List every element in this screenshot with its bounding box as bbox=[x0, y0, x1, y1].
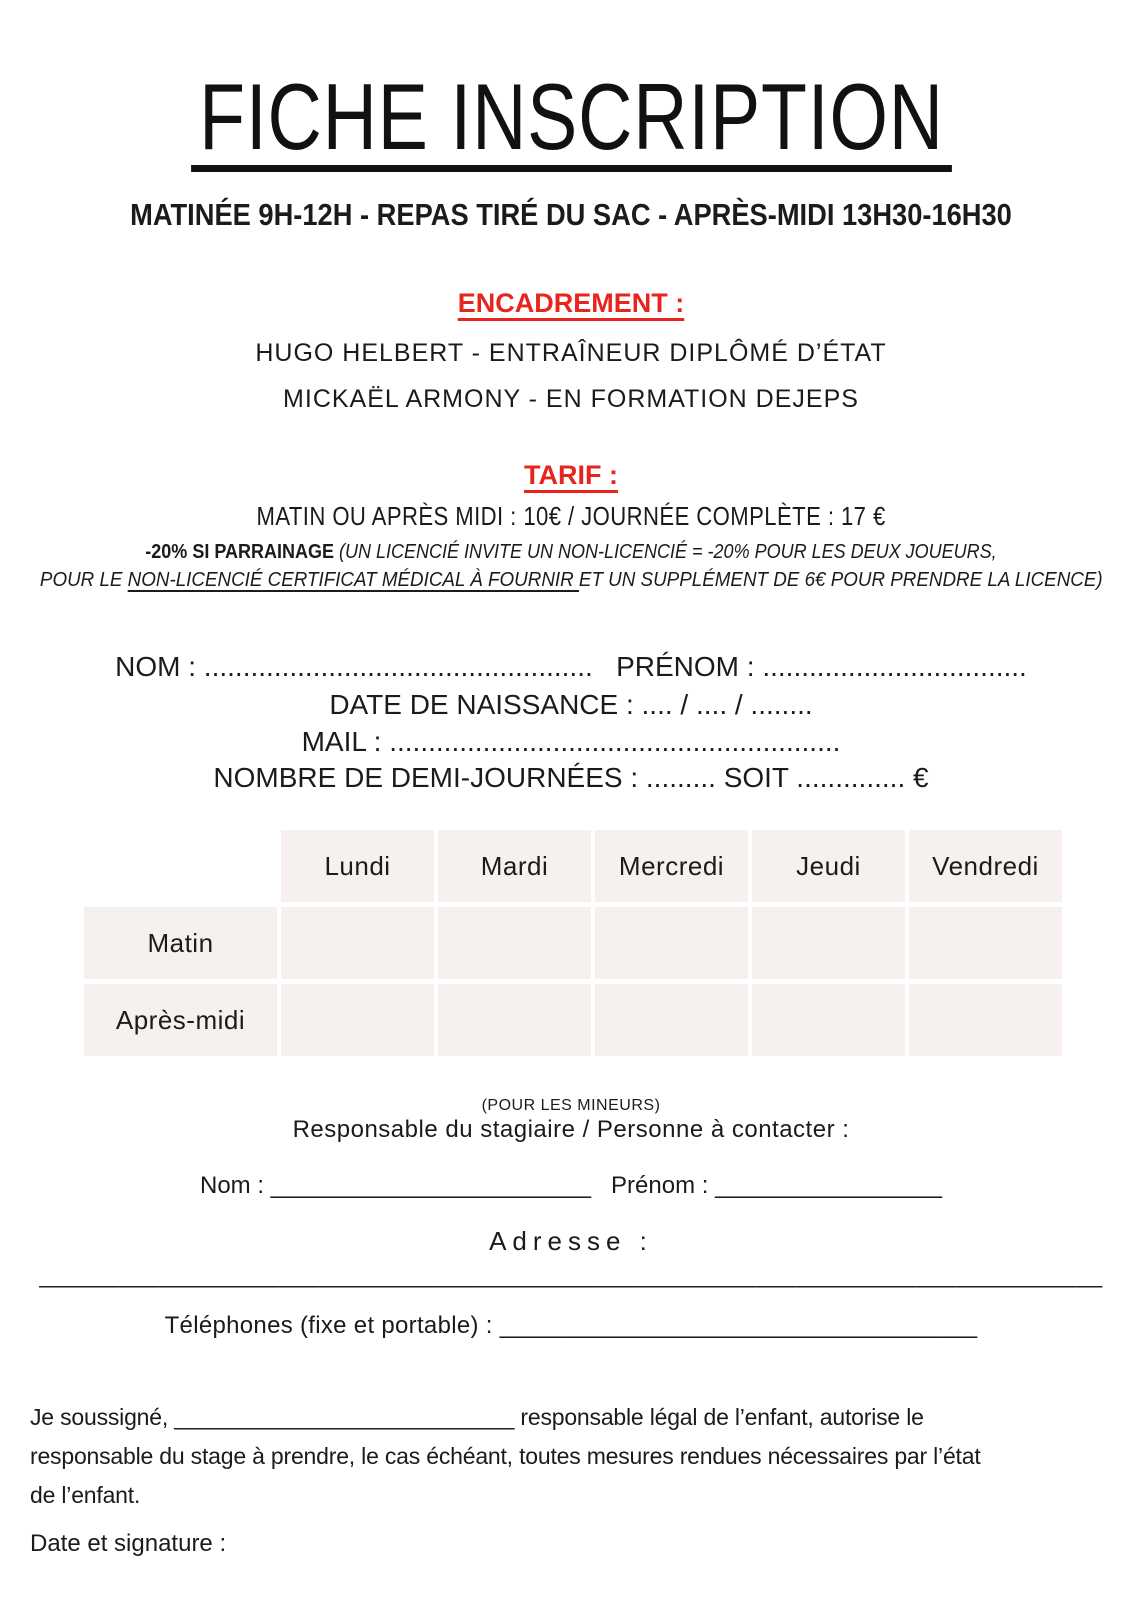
promo2-underlined: NON-LICENCIÉ CERTIFICAT MÉDICAL À FOURNIR bbox=[127, 569, 579, 591]
legal-line-2: responsable du stage à prendre, le cas échéant, toutes mesures rendues nécessaires par l’état bbox=[30, 1443, 981, 1469]
schedule-corner-cell bbox=[84, 830, 277, 902]
legal-line-3: de l’enfant. bbox=[30, 1482, 141, 1508]
tarif-promo-line-2 bbox=[0, 568, 1142, 592]
tarif-section-heading bbox=[0, 459, 1142, 491]
minors-note: (POUR LES MINEURS) bbox=[481, 1097, 661, 1114]
field-line-date-naissance: DATE DE NAISSANCE : .... / .... / ........ bbox=[329, 689, 813, 720]
field-line-nom-prenom: NOM : .................................................. PRÉNOM : .................................. bbox=[115, 651, 1027, 682]
tarif-prices-text: MATIN OU APRÈS MIDI : 10€ / JOURNÉE COMPLÈTE : 17 € bbox=[256, 501, 886, 531]
schedule-cell-matin-vendredi bbox=[909, 907, 1062, 979]
page-subtitle bbox=[0, 196, 1142, 233]
day-header-vendredi: Vendredi bbox=[909, 830, 1062, 902]
row-label-matin: Matin bbox=[84, 907, 277, 979]
row-label-apres-midi: Après-midi bbox=[84, 984, 277, 1056]
field-line-mail: MAIL : .......................................................... bbox=[301, 726, 841, 757]
promo2-prefix: POUR LE bbox=[39, 569, 128, 591]
schedule-table bbox=[84, 830, 1062, 1056]
day-header-lundi: Lundi bbox=[281, 830, 434, 902]
legal-paragraph bbox=[30, 1398, 1135, 1515]
day-header-mercredi: Mercredi bbox=[595, 830, 748, 902]
adresse-label: Adresse : bbox=[489, 1226, 653, 1256]
nom-prenom-separator bbox=[591, 1172, 611, 1199]
telephones-label: Téléphones (fixe et portable) : bbox=[164, 1312, 500, 1339]
promo-italic-text: (UN LICENCIÉ INVITE UN NON-LICENCIÉ = -20% POUR LES DEUX JOUEURS, bbox=[334, 541, 997, 563]
promo-bold-text: -20% SI PARRAINAGE bbox=[145, 541, 335, 563]
schedule-cell-apresmidi-vendredi bbox=[909, 984, 1062, 1056]
legal-line-1: Je soussigné, ___________________________ responsable légal de l’enfant, autorise le bbox=[30, 1404, 924, 1430]
coach-line-2: MICKAËL ARMONY - EN FORMATION DEJEPS bbox=[283, 385, 859, 413]
responsable-prenom-blank: _________________ bbox=[715, 1172, 942, 1199]
schedule-cell-matin-mardi bbox=[438, 907, 591, 979]
tarif-heading-text: TARIF : bbox=[524, 460, 618, 490]
day-header-jeudi: Jeudi bbox=[752, 830, 905, 902]
field-line-demi-journees: NOMBRE DE DEMI-JOURNÉES : ......... SOIT .............. € bbox=[213, 762, 929, 793]
responsable-nom-blank: ________________________ bbox=[270, 1172, 592, 1199]
schedule-cell-matin-mercredi bbox=[595, 907, 748, 979]
page-subtitle-text: MATINÉE 9H-12H - REPAS TIRÉ DU SAC - APRÈS-MIDI 13H30-16H30 bbox=[130, 197, 1012, 232]
adresse-blank-line: ________________________________________________________________________________ bbox=[39, 1262, 1103, 1288]
encadrement-heading-text: ENCADREMENT : bbox=[457, 288, 685, 318]
tarif-promo-line-1 bbox=[0, 540, 1142, 564]
page-title-text: FICHE INSCRIPTION bbox=[191, 74, 952, 172]
responsable-nom-prenom-line bbox=[0, 1172, 1142, 1201]
telephones-blank: ___________________________________ bbox=[499, 1312, 978, 1339]
schedule-cell-apresmidi-mardi bbox=[438, 984, 591, 1056]
page-title bbox=[0, 64, 1142, 172]
signature-label: Date et signature : bbox=[30, 1530, 227, 1557]
telephones-line bbox=[0, 1312, 1142, 1341]
promo2-suffix: ET UN SUPPLÉMENT DE 6€ POUR PRENDRE LA LICENCE) bbox=[578, 569, 1103, 591]
encadrement-section-heading bbox=[0, 287, 1142, 319]
responsable-prenom-label: Prénom : bbox=[611, 1172, 716, 1199]
responsable-heading: Responsable du stagiaire / Personne à contacter : bbox=[292, 1116, 850, 1143]
coach-line-1: HUGO HELBERT - ENTRAÎNEUR DIPLÔMÉ D’ÉTAT bbox=[255, 339, 887, 367]
schedule-cell-matin-jeudi bbox=[752, 907, 905, 979]
schedule-cell-matin-lundi bbox=[281, 907, 434, 979]
tarif-prices-line bbox=[0, 501, 1142, 532]
schedule-cell-apresmidi-lundi bbox=[281, 984, 434, 1056]
day-header-mardi: Mardi bbox=[438, 830, 591, 902]
schedule-cell-apresmidi-jeudi bbox=[752, 984, 905, 1056]
responsable-nom-label: Nom : bbox=[199, 1172, 271, 1199]
schedule-cell-apresmidi-mercredi bbox=[595, 984, 748, 1056]
